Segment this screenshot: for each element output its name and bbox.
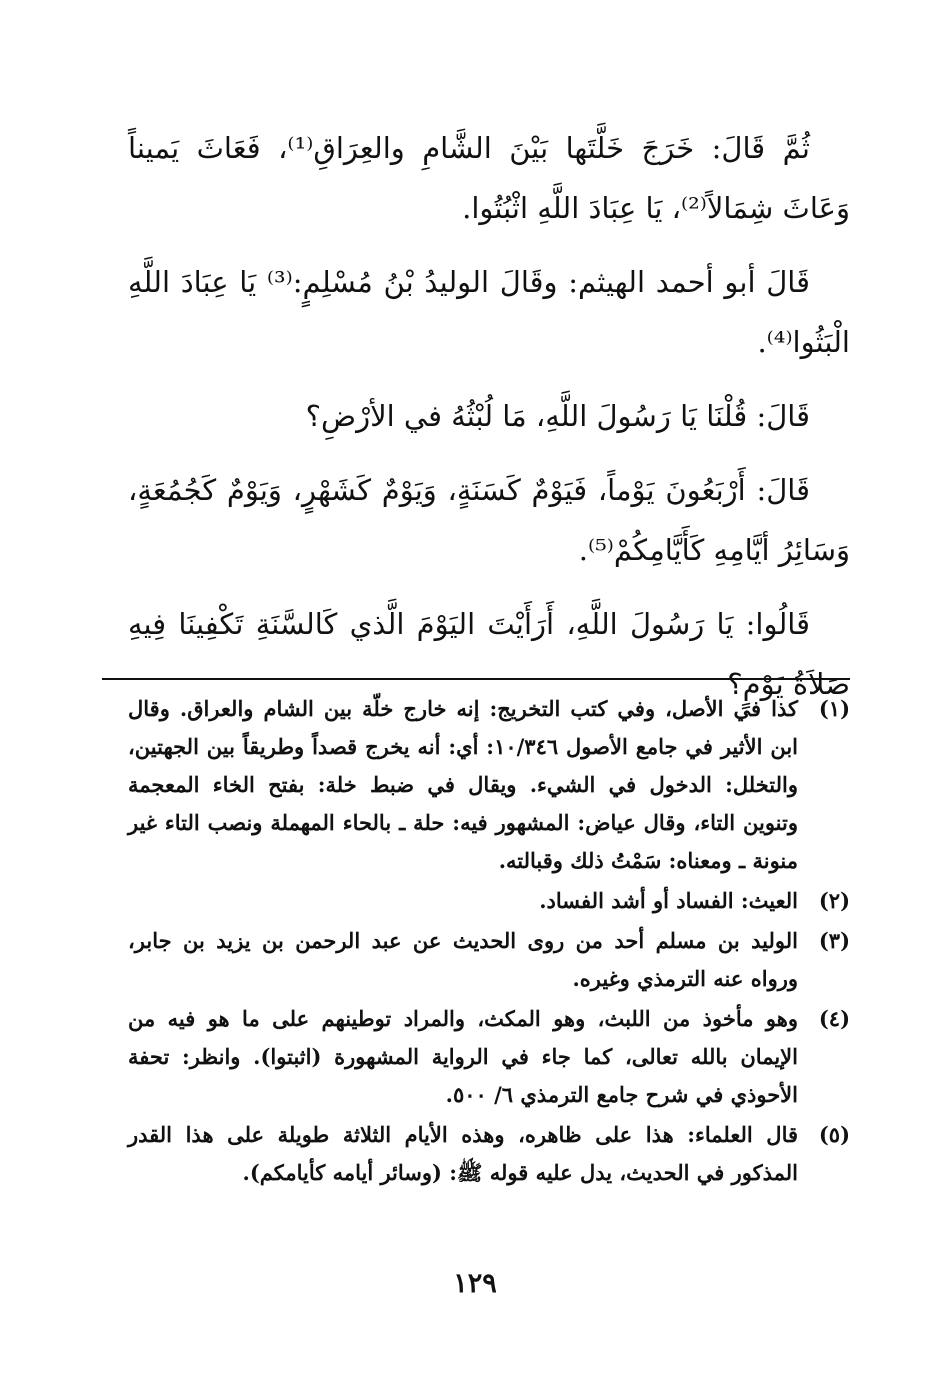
paragraph: قَالَ أبو أحمد الهيثم: وقَالَ الوليدُ بْنُ مُسْلِمٍ:⁽³⁾ يَا عِبَادَ اللَّهِ الْبَثُوا⁽⁴⁾. xyxy=(128,265,850,359)
paragraph: قَالُوا: يَا رَسُولَ اللَّهِ، أَرَأَيْتَ اليَوْمَ الَّذي كَالسَّنَةِ تَكْفِينَا فِيهِ صَلاَةُ يَوْمٍ؟ xyxy=(128,607,850,701)
footnote-text: وهو مأخوذ من اللبث، وهو المكث، والمراد توطينهم على ما هو فيه من الإيمان بالله تعالى، كما جاء في الرواية المشهورة (اثبتوا). وانظر: تحفة الأحوذي في شرح جامع الترمذي ٦/ ٥٠٠. xyxy=(128,1006,798,1107)
main-text xyxy=(128,118,850,728)
footnote-item xyxy=(128,690,850,880)
footnote-number: (٣) xyxy=(818,928,850,953)
footnote-text: كذا في الأصل، وفي كتب التخريج: إنه خارج خلّة بين الشام والعراق. وقال ابن الأثير في جامع الأصول ١٠/٣٤٦: أي: أنه يخرج قصداً وطريقاً بين الجهتين، والتخلل: الدخول في الشيء. ويقال في ضبط خلة: بفتح الخاء المعجمة وتنوين التاء، وقال عياض: المشهور فيه: حلة ـ بالحاء المهملة ونصب التاء غير منونة ـ ومعناه: سَمْتُ ذلك وقبالته. xyxy=(128,696,798,873)
footnote-item xyxy=(128,882,850,920)
footnote-text: العيث: الفساد أو أشد الفساد. xyxy=(539,888,798,913)
footnote-number: (٢) xyxy=(818,888,850,913)
footnote-number: (٤) xyxy=(818,1006,850,1031)
footnote-number: (١) xyxy=(818,696,850,721)
footnote-item xyxy=(128,1000,850,1114)
footnote-number: (٥) xyxy=(818,1122,850,1147)
page-number: ١٢٩ xyxy=(453,1268,497,1299)
footnote-item xyxy=(128,1116,850,1192)
footnote-text: الوليد بن مسلم أحد من روى الحديث عن عبد الرحمن بن يزيد بن جابر، ورواه عنه الترمذي وغيره. xyxy=(128,928,798,991)
footnote-item xyxy=(128,922,850,998)
footnote-text: قال العلماء: هذا على ظاهره، وهذه الأيام الثلاثة طويلة على هذا القدر المذكور في الحديث، يدل عليه قوله ﷺ: (وسائر أيامه كأيامكم). xyxy=(128,1122,798,1185)
paragraph: قَالَ: قُلْنَا يَا رَسُولَ اللَّهِ، مَا لُبْثُهُ في الأرْضِ؟ xyxy=(305,399,810,433)
footnote-divider xyxy=(102,678,850,680)
paragraph: قَالَ: أَرْبَعُونَ يَوْماً، فَيَوْمٌ كَسَنَةٍ، وَيَوْمٌ كَشَهْرٍ، وَيَوْمٌ كَجُمُعَةٍ، وَسَائِرُ أيَّامِهِ كَأَيَّامِكُمْ⁽⁵⁾. xyxy=(128,473,850,567)
footnotes xyxy=(128,690,850,1194)
paragraph: ثُمَّ قَالَ: خَرَجَ خَلَّتَها بَيْنَ الشَّامِ والعِرَاقِ⁽¹⁾، فَعَاثَ يَميناً وَعَاثَ شِمَالاً⁽²⁾، يَا عِبَادَ اللَّهِ اثْبُتُوا. xyxy=(128,131,850,225)
